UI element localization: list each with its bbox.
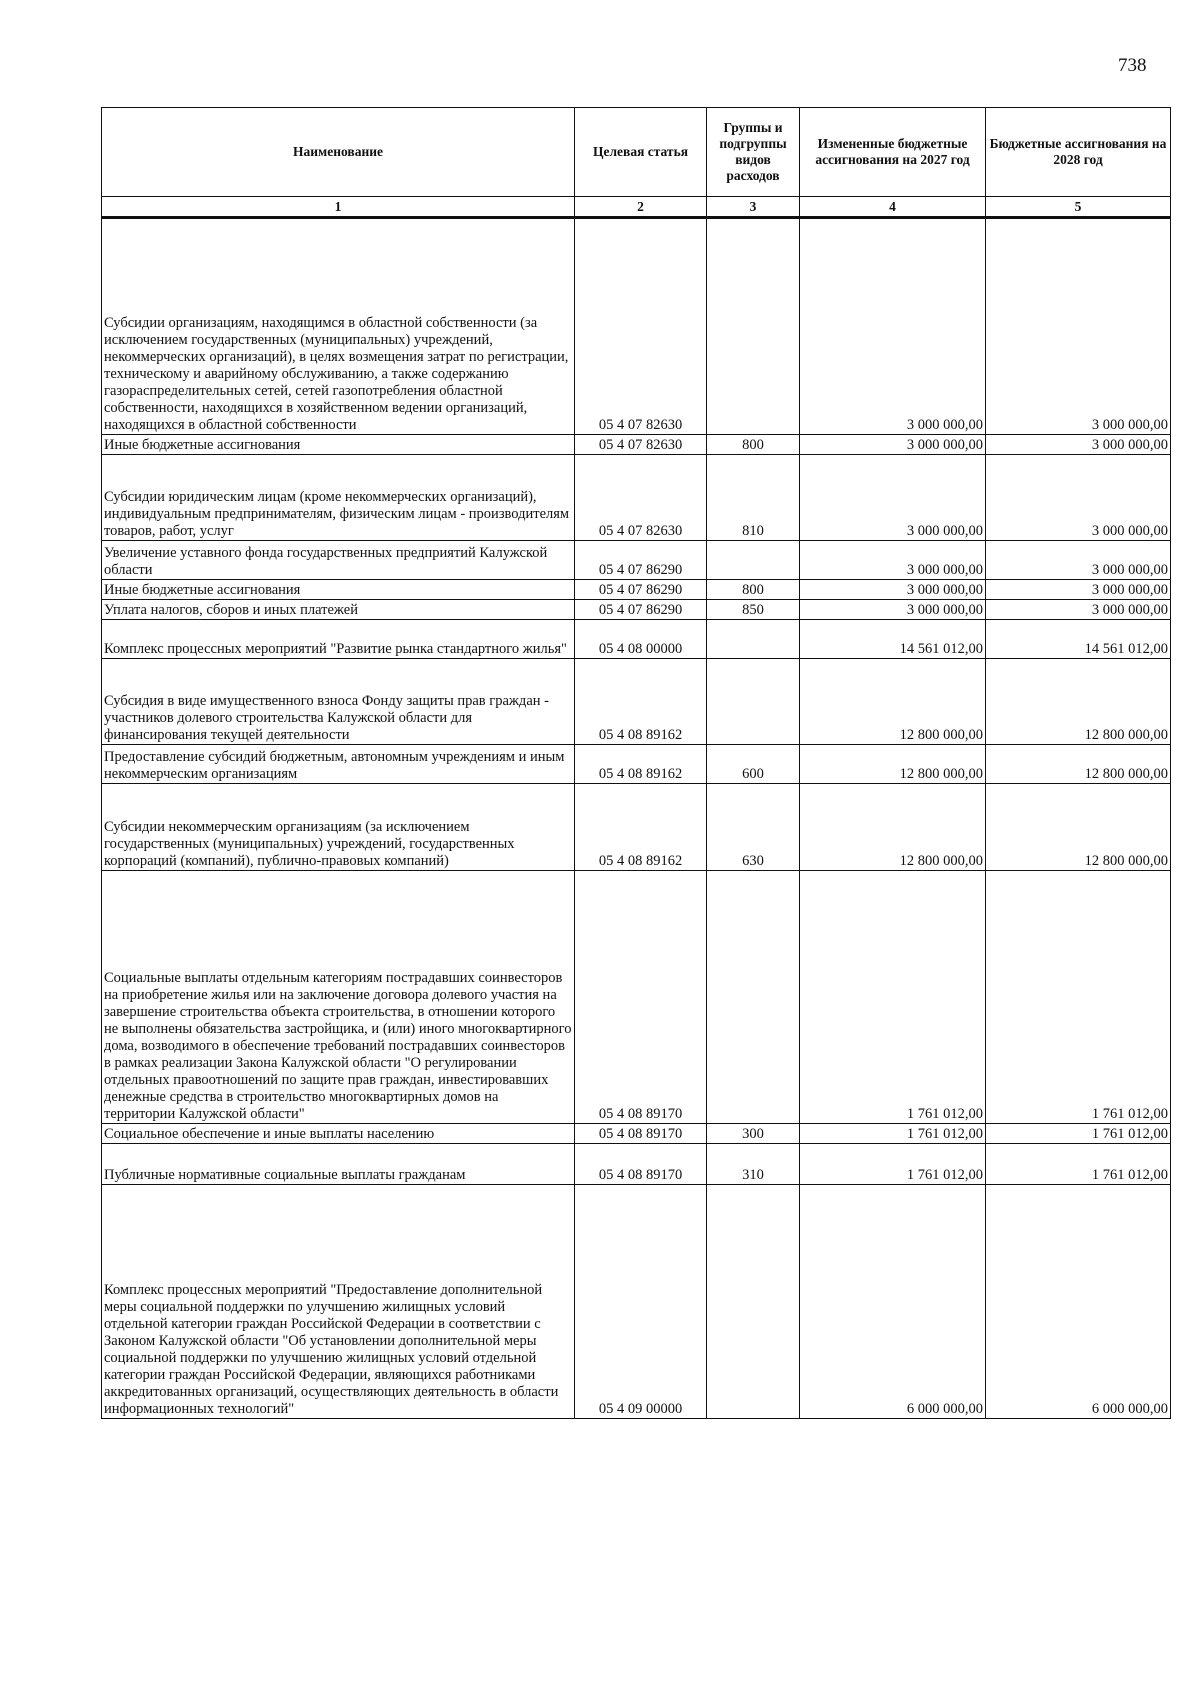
table-row xyxy=(102,218,1171,435)
table-row xyxy=(102,659,1171,745)
row-amount-2027: 3 000 000,00 xyxy=(800,435,986,455)
row-target-article: 05 4 07 82630 xyxy=(575,435,707,455)
row-name: Публичные нормативные социальные выплаты гражданам xyxy=(102,1144,575,1185)
row-target-article: 05 4 07 82630 xyxy=(575,455,707,541)
row-name: Комплекс процессных мероприятий "Предоставление дополнительной меры социальной поддержки по улучшению жилищных условий отдельной категории граждан Российской Федерации в соответствии с Законом Калужской области "Об установлении дополнительной меры социальной поддержки по улучшению жилищных условий отдельной категории граждан Российской Федерации, являющихся работниками аккредитованных организаций, осуществляющих деятельность в области информационных технологий" xyxy=(102,1185,575,1419)
row-amount-2027: 3 000 000,00 xyxy=(800,455,986,541)
table-row xyxy=(102,435,1171,455)
table-row xyxy=(102,455,1171,541)
row-amount-2027: 3 000 000,00 xyxy=(800,580,986,600)
row-amount-2027: 12 800 000,00 xyxy=(800,745,986,784)
column-number: 3 xyxy=(707,197,800,218)
row-amount-2027: 12 800 000,00 xyxy=(800,659,986,745)
table-row xyxy=(102,1124,1171,1144)
row-expense-group: 300 xyxy=(707,1124,800,1144)
row-expense-group: 810 xyxy=(707,455,800,541)
row-target-article: 05 4 07 82630 xyxy=(575,218,707,435)
row-name: Социальные выплаты отдельным категориям пострадавших соинвесторов на приобретение жилья или на заключение договора долевого участия на завершение строительства объекта строительства, в отношении которого не выполнены обязательства застройщика, и (или) иного многоквартирного дома, возводимого в обеспечение требований пострадавших соинвесторов в рамках реализации Закона Калужской области "О регулировании отдельных правоотношений по защите прав граждан, инвестировавших денежные средства в строительство многоквартирных домов на территории Калужской области" xyxy=(102,871,575,1124)
row-amount-2027: 12 800 000,00 xyxy=(800,784,986,871)
row-target-article: 05 4 08 89162 xyxy=(575,745,707,784)
row-amount-2027: 14 561 012,00 xyxy=(800,620,986,659)
table-row xyxy=(102,1185,1171,1419)
row-amount-2027: 3 000 000,00 xyxy=(800,541,986,580)
row-expense-group xyxy=(707,541,800,580)
budget-table xyxy=(101,107,1171,1419)
row-amount-2027: 3 000 000,00 xyxy=(800,600,986,620)
column-number: 2 xyxy=(575,197,707,218)
row-amount-2027: 3 000 000,00 xyxy=(800,218,986,435)
row-amount-2028: 1 761 012,00 xyxy=(986,1124,1171,1144)
table-row xyxy=(102,600,1171,620)
row-target-article: 05 4 08 89170 xyxy=(575,1144,707,1185)
row-amount-2028: 6 000 000,00 xyxy=(986,1185,1171,1419)
row-target-article: 05 4 07 86290 xyxy=(575,580,707,600)
row-amount-2028: 1 761 012,00 xyxy=(986,871,1171,1124)
row-amount-2028: 3 000 000,00 xyxy=(986,218,1171,435)
row-target-article: 05 4 09 00000 xyxy=(575,1185,707,1419)
column-number: 1 xyxy=(102,197,575,218)
row-amount-2028: 3 000 000,00 xyxy=(986,435,1171,455)
row-name: Субсидии организациям, находящимся в областной собственности (за исключением государственных (муниципальных) учреждений, некоммерческих организаций), в целях возмещения затрат по регистрации, техническому и аварийному обслуживанию, а также содержанию газораспределительных сетей, сетей газопотребления областной собственности, находящихся в хозяйственном ведении организаций, находящихся в областной собственности xyxy=(102,218,575,435)
row-amount-2028: 1 761 012,00 xyxy=(986,1144,1171,1185)
row-amount-2028: 3 000 000,00 xyxy=(986,541,1171,580)
header-target-article: Целевая статья xyxy=(575,108,707,197)
row-amount-2028: 3 000 000,00 xyxy=(986,580,1171,600)
row-target-article: 05 4 08 89170 xyxy=(575,871,707,1124)
page-number: 738 xyxy=(1118,55,1147,76)
row-amount-2027: 1 761 012,00 xyxy=(800,1144,986,1185)
row-expense-group xyxy=(707,871,800,1124)
row-expense-group xyxy=(707,620,800,659)
row-expense-group: 600 xyxy=(707,745,800,784)
row-amount-2028: 14 561 012,00 xyxy=(986,620,1171,659)
row-amount-2028: 12 800 000,00 xyxy=(986,745,1171,784)
row-expense-group: 850 xyxy=(707,600,800,620)
table-row xyxy=(102,784,1171,871)
row-name: Иные бюджетные ассигнования xyxy=(102,435,575,455)
table-row xyxy=(102,541,1171,580)
row-expense-group xyxy=(707,659,800,745)
header-changed-allocations-2027: Измененные бюджетные ассигнования на 2027 год xyxy=(800,108,986,197)
row-amount-2027: 6 000 000,00 xyxy=(800,1185,986,1419)
row-name: Субсидии юридическим лицам (кроме некоммерческих организаций), индивидуальным предпринимателям, физическим лицам - производителям товаров, работ, услуг xyxy=(102,455,575,541)
row-name: Комплекс процессных мероприятий "Развитие рынка стандартного жилья" xyxy=(102,620,575,659)
row-expense-group: 310 xyxy=(707,1144,800,1185)
row-target-article: 05 4 08 89170 xyxy=(575,1124,707,1144)
row-target-article: 05 4 08 89162 xyxy=(575,659,707,745)
row-name: Субсидия в виде имущественного взноса Фонду защиты прав граждан - участников долевого строительства Калужской области для финансирования текущей деятельности xyxy=(102,659,575,745)
table-row xyxy=(102,580,1171,600)
row-name: Предоставление субсидий бюджетным, автономным учреждениям и иным некоммерческим организациям xyxy=(102,745,575,784)
row-name: Социальное обеспечение и иные выплаты населению xyxy=(102,1124,575,1144)
row-amount-2028: 12 800 000,00 xyxy=(986,659,1171,745)
row-name: Уплата налогов, сборов и иных платежей xyxy=(102,600,575,620)
row-name: Субсидии некоммерческим организациям (за исключением государственных (муниципальных) учреждений, государственных корпораций (компаний), публично-правовых компаний) xyxy=(102,784,575,871)
row-expense-group xyxy=(707,1185,800,1419)
row-expense-group: 800 xyxy=(707,580,800,600)
table-row xyxy=(102,745,1171,784)
table-row xyxy=(102,1144,1171,1185)
row-expense-group xyxy=(707,218,800,435)
row-amount-2028: 3 000 000,00 xyxy=(986,600,1171,620)
row-amount-2028: 12 800 000,00 xyxy=(986,784,1171,871)
row-name: Увеличение уставного фонда государственных предприятий Калужской области xyxy=(102,541,575,580)
column-number: 4 xyxy=(800,197,986,218)
row-target-article: 05 4 08 00000 xyxy=(575,620,707,659)
row-target-article: 05 4 07 86290 xyxy=(575,541,707,580)
header-expense-groups: Группы и подгруппы видов расходов xyxy=(707,108,800,197)
row-amount-2028: 3 000 000,00 xyxy=(986,455,1171,541)
header-name: Наименование xyxy=(102,108,575,197)
row-expense-group: 630 xyxy=(707,784,800,871)
table-row xyxy=(102,620,1171,659)
row-name: Иные бюджетные ассигнования xyxy=(102,580,575,600)
row-target-article: 05 4 07 86290 xyxy=(575,600,707,620)
table-row xyxy=(102,871,1171,1124)
header-allocations-2028: Бюджетные ассигнования на 2028 год xyxy=(986,108,1171,197)
row-target-article: 05 4 08 89162 xyxy=(575,784,707,871)
row-amount-2027: 1 761 012,00 xyxy=(800,871,986,1124)
row-amount-2027: 1 761 012,00 xyxy=(800,1124,986,1144)
column-number: 5 xyxy=(986,197,1171,218)
row-expense-group: 800 xyxy=(707,435,800,455)
